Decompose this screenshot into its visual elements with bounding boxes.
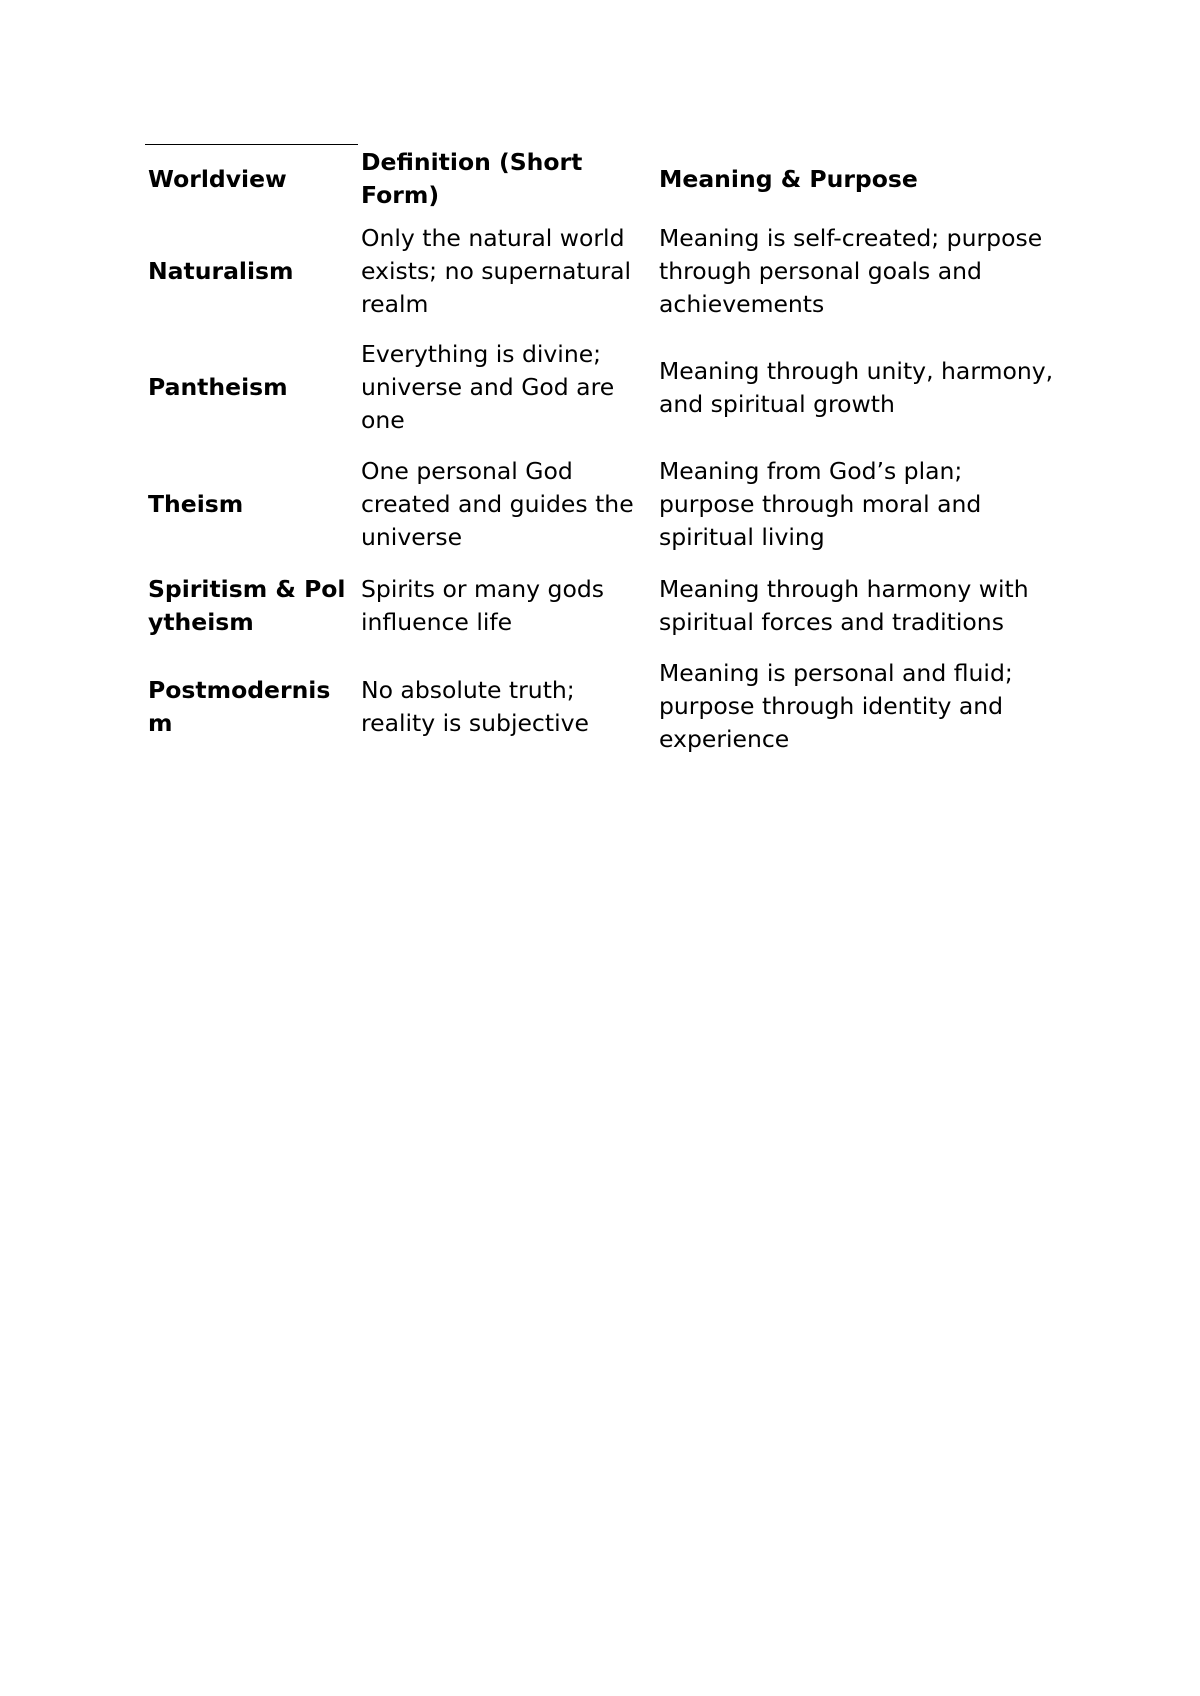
meaning-cell: Meaning is personal and fluid; purpose through identity and experience	[659, 659, 1013, 753]
definition-cell: Spirits or many gods influence life	[361, 575, 605, 636]
table-row	[145, 649, 1065, 764]
worldview-table	[145, 144, 1065, 764]
table-row	[145, 214, 1065, 329]
worldview-cell: Theism	[148, 490, 244, 518]
meaning-cell: Meaning through harmony with spiritual forces and traditions	[659, 575, 1029, 636]
meaning-cell: Meaning from God’s plan; purpose through moral and spiritual living	[659, 457, 982, 551]
definition-cell: Everything is divine; universe and God are one	[361, 340, 615, 434]
definition-cell: No absolute truth; reality is subjective	[361, 675, 589, 737]
header-worldview: Worldview	[148, 164, 287, 193]
meaning-cell: Meaning through unity, harmony, and spiritual growth	[659, 356, 1054, 418]
table-row	[145, 329, 1065, 446]
meaning-cell: Meaning is self-created; purpose through personal goals and achievements	[659, 224, 1043, 318]
header-definition: Definition (Short Form)	[361, 148, 583, 209]
table-row	[145, 446, 1065, 563]
worldview-cell: Pantheism	[148, 373, 288, 401]
worldview-cell: Spiritism & Polytheism	[148, 575, 346, 636]
header-meaning: Meaning & Purpose	[659, 164, 918, 193]
definition-cell: Only the natural world exists; no supernatural realm	[361, 224, 632, 318]
table-row	[145, 563, 1065, 649]
table-header-row	[145, 144, 1065, 214]
definition-cell: One personal God created and guides the universe	[361, 457, 634, 551]
worldview-cell: Postmodernism	[148, 675, 331, 737]
worldview-cell: Naturalism	[148, 257, 294, 285]
